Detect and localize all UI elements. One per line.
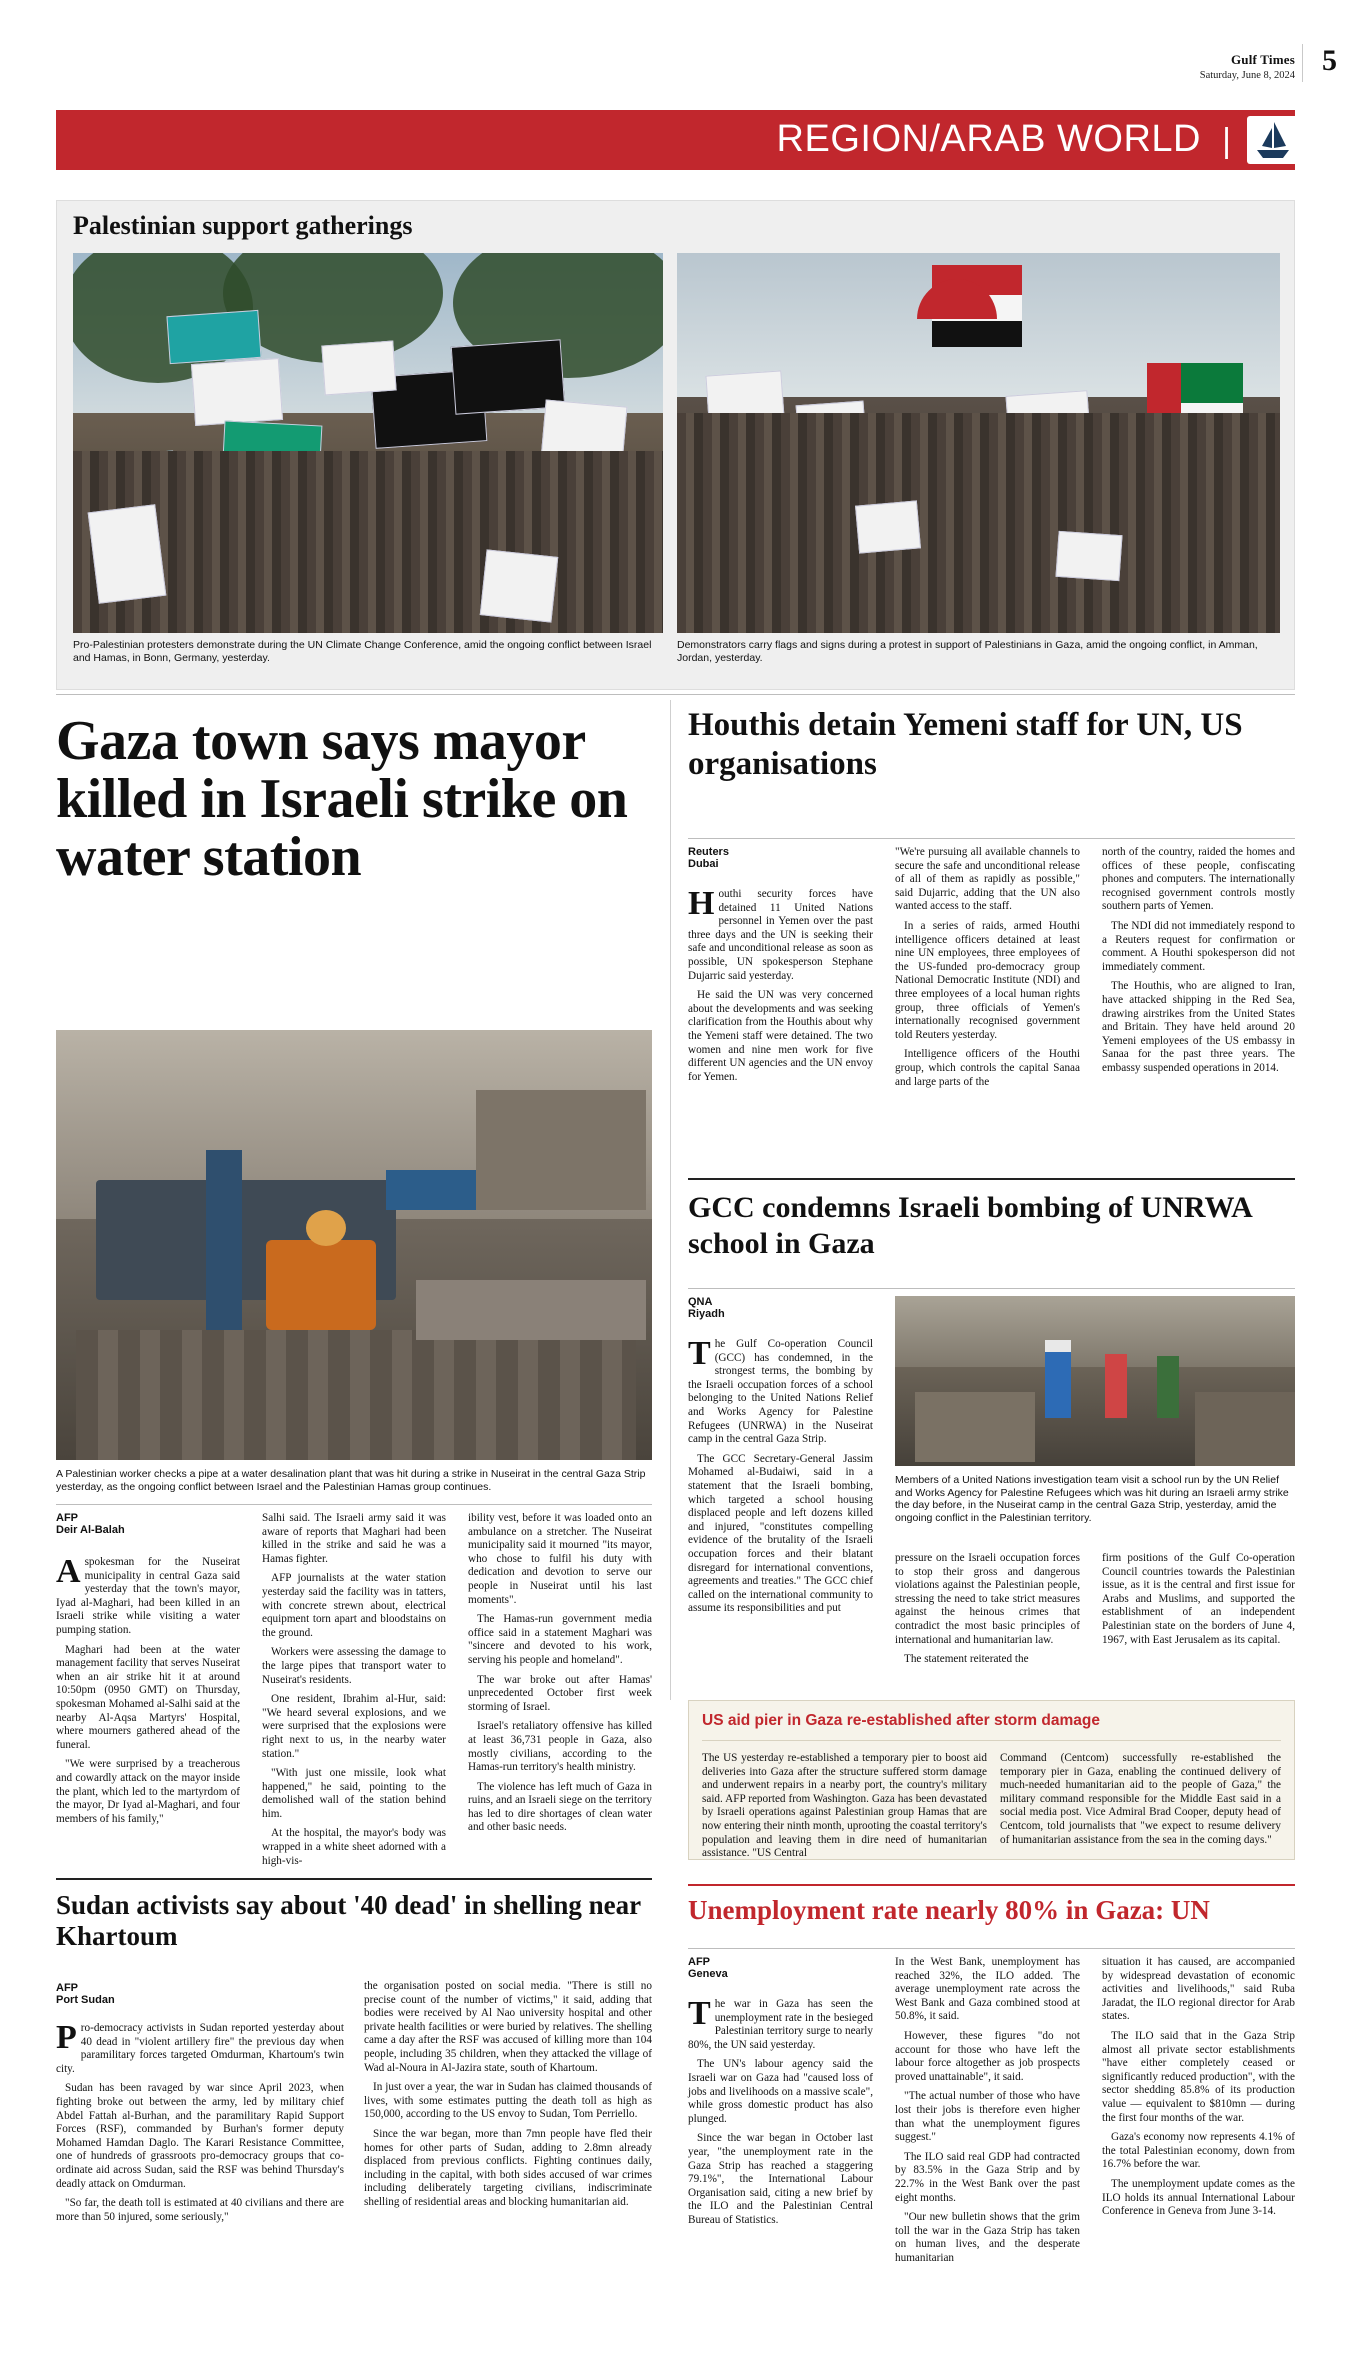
lead-dateline: Deir Al-Balah [56,1524,125,1536]
paragraph: The war broke out after Hamas' unprecedented October first week storming of Israel. [468,1673,652,1713]
sudan-column-2 [364,1980,652,2216]
rule-unemployment [688,1884,1295,1886]
paragraph: "With just one missile, look what happened," he said, pointing to the demolished wall of the station behind him. [262,1767,446,1820]
section-divider: | [1222,122,1231,160]
paragraph: At the hospital, the mayor's body was wrapped in a white sheet adorned with a high-vis- [262,1827,446,1867]
protest-photo-amman [677,253,1280,633]
gcc-photo-caption: Members of a United Nations investigation team visit a school run by the UN Relief and Works Agency for Palestine Refugees which was hit during an Israeli army strike the day before, in the Nuseirat camp in the central Gaza Strip, yesterday, amid the ongoing conflict in the Palestinian territory. [895,1474,1289,1524]
paragraph: firm positions of the Gulf Co-operation Council countries towards the Palestinian issue, as it is the central and first issue for Arabs and Muslims, and supported the establishment of an independent Palestinian state on the borders of June 4, 1967, with East Jerusalem as its capital. [1102,1552,1295,1646]
paragraph: "Our new bulletin shows that the grim toll the war in the Gaza Strip has taken on human lives, and the desperate humanitarian [895,2211,1080,2264]
rule-houthis [688,838,1295,839]
houthis-headline: Houthis detain Yemeni staff for UN, US organisations [688,707,1243,782]
gcc-dateline: Riyadh [688,1308,725,1320]
houthis-byline [688,846,729,870]
gcc-column-2 [895,1552,1080,1673]
masthead-divider [1302,44,1303,82]
paragraph: the organisation posted on social media. "There is still no precise count of the number of victims," it said, adding that bodies were received by Al Nao university hospital and other private health facilities or were buried by relatives. The shelling came a day after the RSF was accused of killing more than 104 people, including 35 children, when they attacked the village of Wad al-Noura in Al-Jazira state, south of Khartoum. [364,1980,652,2074]
paragraph: AFP journalists at the water station yesterday said the facility was in tatters, with concrete strewn about, electrical equipment torn apart and bloodstains on the ground. [262,1572,446,1639]
lead-column-1 [56,1553,240,1832]
column-divider-1 [670,700,671,1700]
photo-caption-left: Pro-Palestinian protesters demonstrate during the UN Climate Change Conference, amid the ongoing conflict between Israel and Hamas, in Bonn, Germany, yesterday. [73,639,652,664]
houthis-column-1 [688,885,873,1090]
sudan-headline: Sudan activists say about '40 dead' in shelling near Khartoum [56,1890,641,1951]
sudan-agency: AFP [56,1982,78,1994]
gcc-photo [895,1296,1295,1466]
rule-unemployment-body [688,1948,1295,1949]
paragraph: The ILO said that in the Gaza Strip almost all private sector establishments "have either completely ceased or significantly reduced production", with the sector shedding 85.8% of its production value — equivalent to $810mn — during the first four months of the war. [1102,2029,1295,2124]
paragraph: The Gulf Co-operation Council (GCC) has condemned, in the strongest terms, the bombing by the Israeli occupation forces of a school belonging to the United Nations Relief and Works Agency for Palestine Refugees (UNRWA) in the Nuseirat camp in the central Gaza Strip. [688,1335,873,1446]
lead-agency: AFP [56,1512,78,1524]
rule-top [56,694,1295,695]
paragraph: Intelligence officers of the Houthi group, which controls the capital Sanaa and large parts of the [895,1048,1080,1088]
masthead-info [1200,52,1295,81]
paragraph: Salhi said. The Israeli army said it was aware of reports that Maghari had been killed in the strike and said he was a Hamas fighter. [262,1512,446,1565]
paragraph: In the West Bank, unemployment has reached 32%, the ILO added. The average unemployment rate across the West Bank and Gaza combined stood at 50.8%, it said. [895,1956,1080,2023]
unemployment-headline: Unemployment rate nearly 80% in Gaza: UN [688,1895,1210,1925]
unemployment-dateline: Geneva [688,1968,728,1980]
aid-pier-title: US aid pier in Gaza re-established after storm damage [702,1712,1100,1729]
unemployment-column-3 [1102,1956,1295,2225]
rule-gcc [688,1178,1295,1180]
paragraph: The Hamas-run government media office said in a statement Maghari was "sincere and devoted to his work, serving his people and homeland". [468,1613,652,1666]
paragraph: He said the UN was very concerned about the developments and was seeking clarification from the Houthis about why the Yemeni staff were detained. The two women and nine men work for five different UN agencies and the UN envoy for Yemen. [688,989,873,1083]
paragraph: north of the country, raided the homes and offices of these people, confiscating phones and computers. The internationally recognised government controls mostly southern parts of Yemen. [1102,846,1295,913]
paper-name: Gulf Times [1230,52,1295,67]
page-number: 5 [1322,44,1337,77]
issue-date: Saturday, June 8, 2024 [1199,70,1295,81]
paragraph: In a series of raids, armed Houthi intelligence officers detained at least nine UN employees, three employees of the US-funded pro-democracy group National Democratic Institute (NDI) and three employees of a local human rights group, three officials of Yemen's internationally recognised government told Reuters yesterday. [895,919,1080,1041]
sudan-column-1 [56,2019,344,2230]
paragraph: Aspokesman for the Nuseirat municipality in central Gaza said yesterday that the town's mayor, Iyad al-Maghari, had been killed in an Israeli strike while visiting a water pumping station. [56,1553,240,1636]
paragraph: "The actual number of those who have lost their jobs is therefore even higher than what the unemployment figures suggest." [895,2090,1080,2144]
paragraph: The GCC Secretary-General Jassim Mohamed al-Budaiwi, said in a statement that the Israeli bombing, which targeted a school housing displaced people and left dozens killed and injured, "constitutes compelling evidence of the brutality of the Israeli occupation forces and their blatant disregard for international conventions, agreements and treaties." The GCC chief called on the international community to assume its responsibilities and put [688,1452,873,1615]
paragraph: Since the war began in October last year, "the unemployment rate in the Gaza Strip has reached a staggering 79.1%", the International Labour Organisation said, citing a new brief by the ILO and the Palestinian Central Bureau of Statistics. [688,2132,873,2226]
aid-pier-column-2: Command (Centcom) successfully re-established the temporary pier in Gaza, enabling the continued delivery of much-needed humanitarian aid to the people of Gaza," the military command responsible for the Middle East said in a social media post. Vice Admiral Brad Cooper, deputy head of Centcom, told journalists that "we expect to resume delivery of humanitarian assistance from the sea in the coming days." [1000,1752,1281,1846]
photo-block-title: Palestinian support gatherings [73,211,413,240]
paragraph: The Houthis, who are aligned to Iran, have attacked shipping in the Red Sea, drawing airstrikes from the United States and Britain. They have held around 20 Yemeni employees of the US embassy in Sanaa for the past three years. The embassy suspended operations in 2014. [1102,980,1295,1074]
lead-photo [56,1030,652,1460]
houthis-column-2 [895,846,1080,1095]
paragraph: The ILO said real GDP had contracted by 83.5% in the Gaza Strip and by 22.7% in the West Bank over the past eight months. [895,2150,1080,2204]
dhow-boat-logo [1247,116,1299,164]
paragraph: The violence has left much of Gaza in ruins, and an Israeli siege on the territory has led to dire shortages of clean water and other basic needs. [468,1780,652,1834]
paragraph: Israel's retaliatory offensive has killed at least 36,731 people in Gaza, also mostly civilians, according to the Hamas-run territory's health ministry. [468,1720,652,1774]
rule-lead-body [56,1504,652,1505]
gcc-headline: GCC condemns Israeli bombing of UNRWA school in Gaza [688,1191,1252,1260]
aid-pier-divider [702,1740,1281,1741]
lead-byline [56,1512,125,1536]
paragraph: Maghari had been at the water management facility that serves Nuseirat when an air strike hit it at around 10:50pm (0950 GMT) on Thursday, spokesman Mohamed al-Salhi said at the nearby Al-Aqsa Martyrs' Hospital, where mourners gathered ahead of the funeral. [56,1643,240,1751]
paragraph: Pro-democracy activists in Sudan reported yesterday about 40 dead in "violent artillery fire" the previous day when paramilitary forces targeted Omdurman, Khartoum's twin city. [56,2019,344,2075]
lead-photo-caption: A Palestinian worker checks a pipe at a water desalination plant that was hit during a strike in Nuseirat in the central Gaza Strip yesterday, as the ongoing conflict between Israel and the Palestinian Hamas group continues. [56,1468,646,1493]
gcc-agency: QNA [688,1296,713,1308]
paragraph: The statement reiterated the [904,1653,1029,1666]
masthead [0,0,1351,118]
paragraph: In just over a year, the war in Sudan has claimed thousands of lives, with some estimates putting the death toll as high as 150,000, according to the US envoy to Sudan, Tom Perriello. [364,2081,652,2121]
paragraph: "We were surprised by a treacherous and cowardly attack on the mayor inside the plant, which led to the martyrdom of the mayor, Dr Iyad al-Maghari, and four members of his family," [56,1758,240,1825]
paragraph: The NDI did not immediately respond to a Reuters request for confirmation or comment. A Houthi spokesperson did not immediately comment. [1102,919,1295,973]
photo-block [56,200,1295,690]
rule-gcc-body [688,1288,1295,1289]
paragraph: However, these figures "do not account for those who have left the labour force altogether as job prospects proved unattainable", it said. [895,2029,1080,2083]
photo-caption-right: Demonstrators carry flags and signs during a protest in support of Palestinians in Gaza, amid the ongoing conflict, in Amman, Jordan, yesterday. [677,639,1258,664]
lead-column-2 [262,1512,446,1874]
paragraph: "We're pursuing all available channels to secure the safe and unconditional release of all of them as rapidly as possible," said Dujarric, adding that the UN also wanted access to the staff. [895,846,1080,913]
paragraph: "So far, the death toll is estimated at 40 civilians and there are more than 50 injured, some seriously," [56,2197,344,2223]
unemployment-column-1 [688,1995,873,2234]
gcc-column-3 [1102,1552,1295,1653]
unemployment-column-2 [895,1956,1080,2271]
gcc-byline [688,1296,725,1320]
paragraph: Gaza's economy now represents 4.1% of the total Palestinian economy, down from 16.7% before the war. [1102,2131,1295,2171]
sudan-byline [56,1982,115,2006]
paragraph: The war in Gaza has seen the unemployment rate in the besieged Palestinian territory surge to nearly 80%, the UN said yesterday. [688,1995,873,2051]
houthis-dateline: Dubai [688,858,719,870]
paragraph: ibility vest, before it was loaded onto an ambulance on a stretcher. The Nuseirat municipality said it mourned "its mayor, who chose to fulfil his duty with dedication and devotion to serve our people in Nuseirat until his last moments". [468,1512,652,1606]
houthis-column-3 [1102,846,1295,1082]
protest-photo-bonn [73,253,663,633]
houthis-agency: Reuters [688,846,729,858]
paragraph: Sudan has been ravaged by war since April 2023, when fighting broke out between the army, led by military chief Abdel Fattah al-Burhan, and the paramilitary Rapid Support Forces (RSF), commanded by Burhan's former deputy Mohamed Hamdan Daglo. The Karari Resistance Committee, one of hundreds of grassroots pro-democracy groups that co-ordinate aid across Sudan, said the RSF was behind Thursday's deadly attack on Omdurman. [56,2082,344,2190]
lead-column-3 [468,1512,652,1841]
paragraph: situation it has caused, are accompanied by widespread devastation of economic activities and livelihoods," said Ruba Jaradat, the ILO regional director for Arab states. [1102,1956,1295,2023]
paragraph: The unemployment update comes as the ILO holds its annual International Labour Conference in Geneva from June 3-14. [1102,2177,1295,2218]
unemployment-agency: AFP [688,1956,710,1968]
sudan-dateline: Port Sudan [56,1994,115,2006]
paragraph: pressure on the Israeli occupation forces to stop their gross and dangerous violations against the Palestinian people, stressing the need to take strict measures against the heinous crimes that contradict the most basic principles of international and humanitarian law. [895,1552,1080,1646]
rule-sudan [56,1878,652,1880]
paragraph: One resident, Ibrahim al-Hur, said: "We heard several explosions, and we were surprised that the explosions were right next to us, in the nearby water station." [262,1693,446,1760]
gcc-column-1 [688,1335,873,1622]
aid-pier-column-1: The US yesterday re-established a temporary pier to boost aid deliveries into Gaza after the structure suffered storm damage and underwent repairs in a nearby port, the country's military said. AFP reported from Washington. Gaza has been devastated by Israeli operations against Palestinian group Hamas that are now entering their ninth month, uprooting the coastal territory's population and leaving them in dire need of humanitarian assistance. "US Central [702,1752,987,1860]
paragraph: The UN's labour agency said the Israeli war on Gaza had "caused loss of jobs and livelihoods on a massive scale", while gross domestic product has also plunged. [688,2058,873,2125]
paragraph: Workers were assessing the damage to the large pipes that transport water to Nuseirat's residents. [262,1646,446,1686]
paragraph: Since the war began, more than 7mn people have fled their homes for other parts of Sudan, adding to 2.8mn already displaced from previous conflicts. Fighting continues daily, including in the capital, with both sides accused of war crimes including deliberately targeting civilians, indiscriminate shelling of residential areas and blocking humanitarian aid. [364,2127,652,2208]
paragraph: Houthi security forces have detained 11 United Nations personnel in Yemen over the past three days and the UN is seeking their safe and unconditional release as soon as possible, UN spokesperson Stephane Dujarric said yesterday. [688,885,873,982]
unemployment-byline [688,1956,728,1980]
section-title: REGION/ARAB WORLD [776,118,1201,160]
lead-headline: Gaza town says mayor killed in Israeli strike on water station [56,710,628,888]
